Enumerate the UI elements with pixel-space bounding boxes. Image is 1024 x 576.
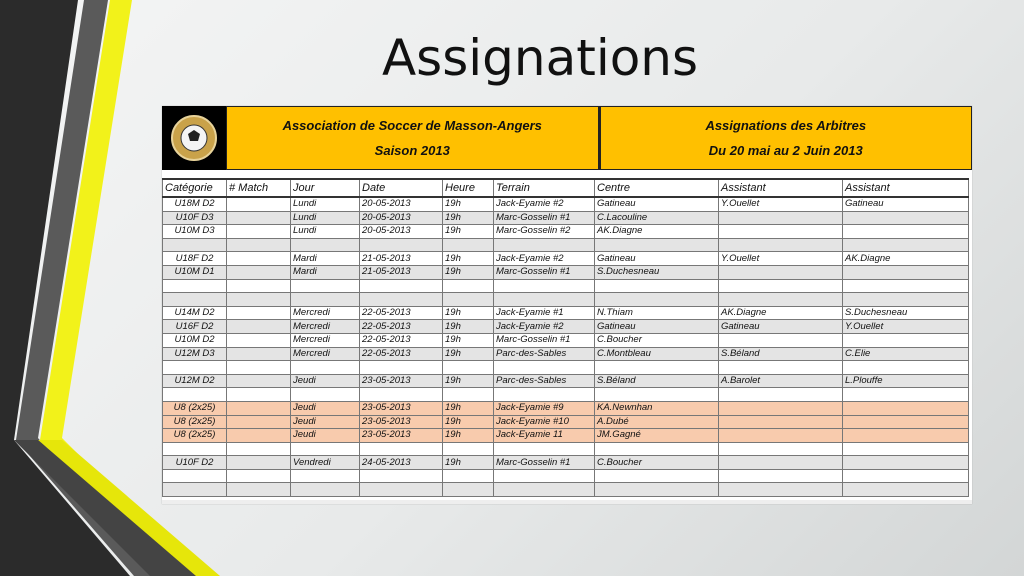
association-name: Association de Soccer de Masson-Angers bbox=[282, 118, 542, 133]
table-cell bbox=[843, 225, 969, 239]
table-cell: Gatineau bbox=[595, 320, 719, 334]
table-cell: Vendredi bbox=[291, 456, 360, 470]
table-row bbox=[163, 320, 969, 334]
table-cell: 23-05-2013 bbox=[360, 429, 443, 443]
table-cell bbox=[595, 238, 719, 252]
table-cell: Gatineau bbox=[719, 320, 843, 334]
table-cell: Jack-Eyamie #2 bbox=[494, 252, 595, 266]
table-cell bbox=[163, 279, 227, 293]
table-cell: A.Barolet bbox=[719, 374, 843, 388]
table-cell bbox=[494, 361, 595, 375]
table-cell bbox=[595, 293, 719, 307]
table-cell bbox=[595, 469, 719, 483]
table-cell: U12M D3 bbox=[163, 347, 227, 361]
table-cell: 24-05-2013 bbox=[360, 456, 443, 470]
soccer-ball-logo-icon bbox=[169, 113, 219, 163]
table-cell: 19h bbox=[443, 415, 494, 429]
table-cell bbox=[291, 469, 360, 483]
table-cell: Y.Ouellet bbox=[719, 252, 843, 266]
table-cell: 22-05-2013 bbox=[360, 306, 443, 320]
table-cell: S.Béland bbox=[595, 374, 719, 388]
assignments-header bbox=[599, 106, 973, 170]
table-cell: Jack-Eyamie #2 bbox=[494, 197, 595, 211]
table-cell: 19h bbox=[443, 456, 494, 470]
table-cell bbox=[227, 442, 291, 456]
referee-schedule-sheet bbox=[162, 106, 972, 504]
table-cell: Jack-Eyamie #1 bbox=[494, 306, 595, 320]
table-cell: U18F D2 bbox=[163, 252, 227, 266]
table-cell bbox=[163, 483, 227, 497]
table-cell: Mercredi bbox=[291, 347, 360, 361]
table-cell bbox=[494, 238, 595, 252]
column-header: Centre bbox=[595, 179, 719, 197]
table-cell: Marc-Gosselin #1 bbox=[494, 265, 595, 279]
table-cell bbox=[719, 225, 843, 239]
table-cell bbox=[719, 401, 843, 415]
assignments-title: Assignations des Arbitres bbox=[705, 118, 867, 133]
table-row bbox=[163, 401, 969, 415]
table-cell bbox=[843, 361, 969, 375]
table-cell: C.Elie bbox=[843, 347, 969, 361]
slide-title: Assignations bbox=[381, 29, 699, 87]
table-cell bbox=[494, 469, 595, 483]
table-cell: Y.Ouellet bbox=[719, 197, 843, 211]
table-row bbox=[163, 293, 969, 307]
table-cell: AK.Diagne bbox=[843, 252, 969, 266]
table-cell bbox=[443, 279, 494, 293]
table-row bbox=[163, 483, 969, 497]
table-row bbox=[163, 429, 969, 443]
table-row bbox=[163, 306, 969, 320]
table-cell bbox=[719, 361, 843, 375]
table-cell bbox=[843, 469, 969, 483]
table-cell bbox=[443, 361, 494, 375]
sheet-header bbox=[162, 106, 972, 170]
table-cell bbox=[843, 238, 969, 252]
table-cell bbox=[843, 279, 969, 293]
table-cell: 22-05-2013 bbox=[360, 347, 443, 361]
table-cell: Jack-Eyamie #10 bbox=[494, 415, 595, 429]
table-cell bbox=[595, 361, 719, 375]
table-cell bbox=[843, 265, 969, 279]
table-cell: 19h bbox=[443, 211, 494, 225]
table-cell bbox=[163, 388, 227, 402]
table-cell bbox=[227, 456, 291, 470]
table-cell: Mardi bbox=[291, 252, 360, 266]
table-cell bbox=[227, 293, 291, 307]
table-cell bbox=[719, 265, 843, 279]
table-cell: Gatineau bbox=[595, 252, 719, 266]
table-cell bbox=[291, 238, 360, 252]
table-cell bbox=[719, 415, 843, 429]
assignments-table bbox=[162, 178, 969, 497]
table-cell bbox=[719, 429, 843, 443]
table-cell bbox=[443, 469, 494, 483]
table-cell: Jack-Eyamie #9 bbox=[494, 401, 595, 415]
table-cell bbox=[494, 483, 595, 497]
table-row bbox=[163, 374, 969, 388]
table-cell bbox=[595, 279, 719, 293]
table-cell: U12M D2 bbox=[163, 374, 227, 388]
table-cell: 19h bbox=[443, 252, 494, 266]
table-cell bbox=[163, 361, 227, 375]
table-cell bbox=[719, 442, 843, 456]
table-cell: Jeudi bbox=[291, 415, 360, 429]
table-cell: Jack-Eyamie #2 bbox=[494, 320, 595, 334]
table-cell: 19h bbox=[443, 333, 494, 347]
table-cell bbox=[719, 333, 843, 347]
table-cell: 23-05-2013 bbox=[360, 415, 443, 429]
table-cell: Parc-des-Sables bbox=[494, 374, 595, 388]
column-header: Catégorie bbox=[163, 179, 227, 197]
sheet-bottom-edge bbox=[162, 500, 972, 504]
table-cell: 19h bbox=[443, 225, 494, 239]
table-cell bbox=[443, 388, 494, 402]
table-cell: AK.Diagne bbox=[595, 225, 719, 239]
table-cell: Marc-Gosselin #1 bbox=[494, 456, 595, 470]
table-cell: Jeudi bbox=[291, 401, 360, 415]
table-cell bbox=[291, 279, 360, 293]
table-row bbox=[163, 333, 969, 347]
table-cell: 20-05-2013 bbox=[360, 225, 443, 239]
table-cell: Mardi bbox=[291, 265, 360, 279]
table-cell: 20-05-2013 bbox=[360, 197, 443, 211]
table-cell bbox=[227, 252, 291, 266]
table-cell: S.Béland bbox=[719, 347, 843, 361]
table-row bbox=[163, 361, 969, 375]
date-range: Du 20 mai au 2 Juin 2013 bbox=[708, 143, 863, 158]
table-cell: 19h bbox=[443, 306, 494, 320]
column-header: Date bbox=[360, 179, 443, 197]
table-cell: Jeudi bbox=[291, 374, 360, 388]
table-cell bbox=[227, 374, 291, 388]
table-cell: 19h bbox=[443, 347, 494, 361]
table-cell: 20-05-2013 bbox=[360, 211, 443, 225]
table-cell: U10M D3 bbox=[163, 225, 227, 239]
table-cell bbox=[227, 211, 291, 225]
table-cell bbox=[227, 415, 291, 429]
table-row bbox=[163, 265, 969, 279]
table-cell: Mercredi bbox=[291, 306, 360, 320]
table-cell bbox=[719, 293, 843, 307]
table-cell bbox=[843, 442, 969, 456]
table-cell bbox=[360, 293, 443, 307]
table-cell bbox=[227, 197, 291, 211]
table-cell bbox=[719, 456, 843, 470]
table-cell bbox=[163, 293, 227, 307]
table-cell: Mercredi bbox=[291, 320, 360, 334]
table-cell bbox=[843, 401, 969, 415]
table-cell bbox=[360, 279, 443, 293]
table-cell: Jeudi bbox=[291, 429, 360, 443]
table-cell: Lundi bbox=[291, 225, 360, 239]
table-cell bbox=[494, 442, 595, 456]
table-cell: 23-05-2013 bbox=[360, 374, 443, 388]
table-cell: JM.Gagné bbox=[595, 429, 719, 443]
table-row bbox=[163, 388, 969, 402]
table-cell bbox=[443, 238, 494, 252]
table-cell: 21-05-2013 bbox=[360, 265, 443, 279]
table-cell: 19h bbox=[443, 374, 494, 388]
table-cell bbox=[360, 469, 443, 483]
column-header: Assistant bbox=[719, 179, 843, 197]
table-row bbox=[163, 415, 969, 429]
table-cell bbox=[719, 469, 843, 483]
table-cell: C.Boucher bbox=[595, 333, 719, 347]
table-cell: U10F D2 bbox=[163, 456, 227, 470]
table-row bbox=[163, 197, 969, 211]
table-cell bbox=[227, 388, 291, 402]
table-cell: S.Duchesneau bbox=[843, 306, 969, 320]
table-cell: Lundi bbox=[291, 197, 360, 211]
table-cell bbox=[227, 469, 291, 483]
table-cell bbox=[595, 388, 719, 402]
table-cell bbox=[843, 388, 969, 402]
table-cell bbox=[360, 483, 443, 497]
table-cell: 19h bbox=[443, 320, 494, 334]
table-cell: Gatineau bbox=[843, 197, 969, 211]
table-cell bbox=[291, 293, 360, 307]
table-cell bbox=[595, 442, 719, 456]
table-cell bbox=[227, 347, 291, 361]
table-cell: Y.Ouellet bbox=[843, 320, 969, 334]
table-cell: 19h bbox=[443, 429, 494, 443]
table-cell bbox=[843, 429, 969, 443]
table-cell bbox=[443, 442, 494, 456]
column-header: Heure bbox=[443, 179, 494, 197]
table-cell bbox=[163, 442, 227, 456]
table-cell bbox=[360, 361, 443, 375]
table-cell bbox=[227, 306, 291, 320]
table-row bbox=[163, 347, 969, 361]
table-cell: Marc-Gosselin #2 bbox=[494, 225, 595, 239]
table-header-row bbox=[163, 179, 969, 197]
column-header: # Match bbox=[227, 179, 291, 197]
table-cell bbox=[719, 211, 843, 225]
table-cell bbox=[494, 279, 595, 293]
table-cell: C.Boucher bbox=[595, 456, 719, 470]
table-row bbox=[163, 469, 969, 483]
table-cell bbox=[227, 401, 291, 415]
table-cell bbox=[719, 483, 843, 497]
table-cell: AK.Diagne bbox=[719, 306, 843, 320]
table-cell: A.Dubé bbox=[595, 415, 719, 429]
table-cell bbox=[227, 225, 291, 239]
table-cell bbox=[227, 483, 291, 497]
table-row bbox=[163, 456, 969, 470]
table-cell: Marc-Gosselin #1 bbox=[494, 211, 595, 225]
table-cell: U10F D3 bbox=[163, 211, 227, 225]
table-cell bbox=[360, 238, 443, 252]
table-cell bbox=[163, 238, 227, 252]
table-cell bbox=[291, 442, 360, 456]
table-cell bbox=[291, 361, 360, 375]
table-cell bbox=[843, 333, 969, 347]
table-cell: U14M D2 bbox=[163, 306, 227, 320]
table-cell bbox=[595, 483, 719, 497]
table-cell bbox=[494, 388, 595, 402]
table-cell: L.Plouffe bbox=[843, 374, 969, 388]
table-cell bbox=[227, 429, 291, 443]
table-cell: 22-05-2013 bbox=[360, 320, 443, 334]
table-row bbox=[163, 211, 969, 225]
season-label: Saison 2013 bbox=[374, 143, 450, 158]
column-header: Jour bbox=[291, 179, 360, 197]
table-cell bbox=[227, 238, 291, 252]
table-cell: U10M D2 bbox=[163, 333, 227, 347]
table-cell bbox=[227, 320, 291, 334]
table-row bbox=[163, 279, 969, 293]
table-cell bbox=[843, 483, 969, 497]
table-cell bbox=[227, 279, 291, 293]
table-cell: Gatineau bbox=[595, 197, 719, 211]
table-cell: 19h bbox=[443, 265, 494, 279]
table-cell: Parc-des-Sables bbox=[494, 347, 595, 361]
table-cell bbox=[291, 483, 360, 497]
table-cell bbox=[843, 456, 969, 470]
table-row bbox=[163, 442, 969, 456]
table-cell bbox=[443, 483, 494, 497]
association-header bbox=[226, 106, 599, 170]
table-cell: 19h bbox=[443, 197, 494, 211]
column-header: Terrain bbox=[494, 179, 595, 197]
club-logo bbox=[162, 106, 226, 170]
table-cell bbox=[227, 361, 291, 375]
table-cell: N.Thiam bbox=[595, 306, 719, 320]
column-header: Assistant bbox=[843, 179, 969, 197]
table-cell bbox=[163, 469, 227, 483]
table-cell: U8 (2x25) bbox=[163, 415, 227, 429]
table-row bbox=[163, 252, 969, 266]
table-row bbox=[163, 225, 969, 239]
table-cell: Marc-Gosselin #1 bbox=[494, 333, 595, 347]
table-cell bbox=[360, 388, 443, 402]
table-cell bbox=[291, 388, 360, 402]
table-cell bbox=[360, 442, 443, 456]
table-cell: C.Lacouline bbox=[595, 211, 719, 225]
table-cell bbox=[227, 333, 291, 347]
table-cell: Mercredi bbox=[291, 333, 360, 347]
table-cell: 22-05-2013 bbox=[360, 333, 443, 347]
table-cell bbox=[443, 293, 494, 307]
table-cell: 21-05-2013 bbox=[360, 252, 443, 266]
table-row bbox=[163, 238, 969, 252]
table-cell: KA.Newnhan bbox=[595, 401, 719, 415]
table-cell: U10M D1 bbox=[163, 265, 227, 279]
table-cell: Lundi bbox=[291, 211, 360, 225]
table-cell bbox=[719, 279, 843, 293]
table-cell bbox=[843, 293, 969, 307]
table-cell bbox=[719, 238, 843, 252]
table-cell bbox=[494, 293, 595, 307]
table-cell: S.Duchesneau bbox=[595, 265, 719, 279]
table-cell: U18M D2 bbox=[163, 197, 227, 211]
table-cell bbox=[843, 211, 969, 225]
table-cell: U8 (2x25) bbox=[163, 401, 227, 415]
table-cell bbox=[843, 415, 969, 429]
table-cell: U16F D2 bbox=[163, 320, 227, 334]
table-cell: Jack-Eyamie 11 bbox=[494, 429, 595, 443]
table-cell: U8 (2x25) bbox=[163, 429, 227, 443]
table-cell bbox=[719, 388, 843, 402]
table-cell bbox=[227, 265, 291, 279]
table-cell: 19h bbox=[443, 401, 494, 415]
table-cell: 23-05-2013 bbox=[360, 401, 443, 415]
table-cell: C.Montbleau bbox=[595, 347, 719, 361]
